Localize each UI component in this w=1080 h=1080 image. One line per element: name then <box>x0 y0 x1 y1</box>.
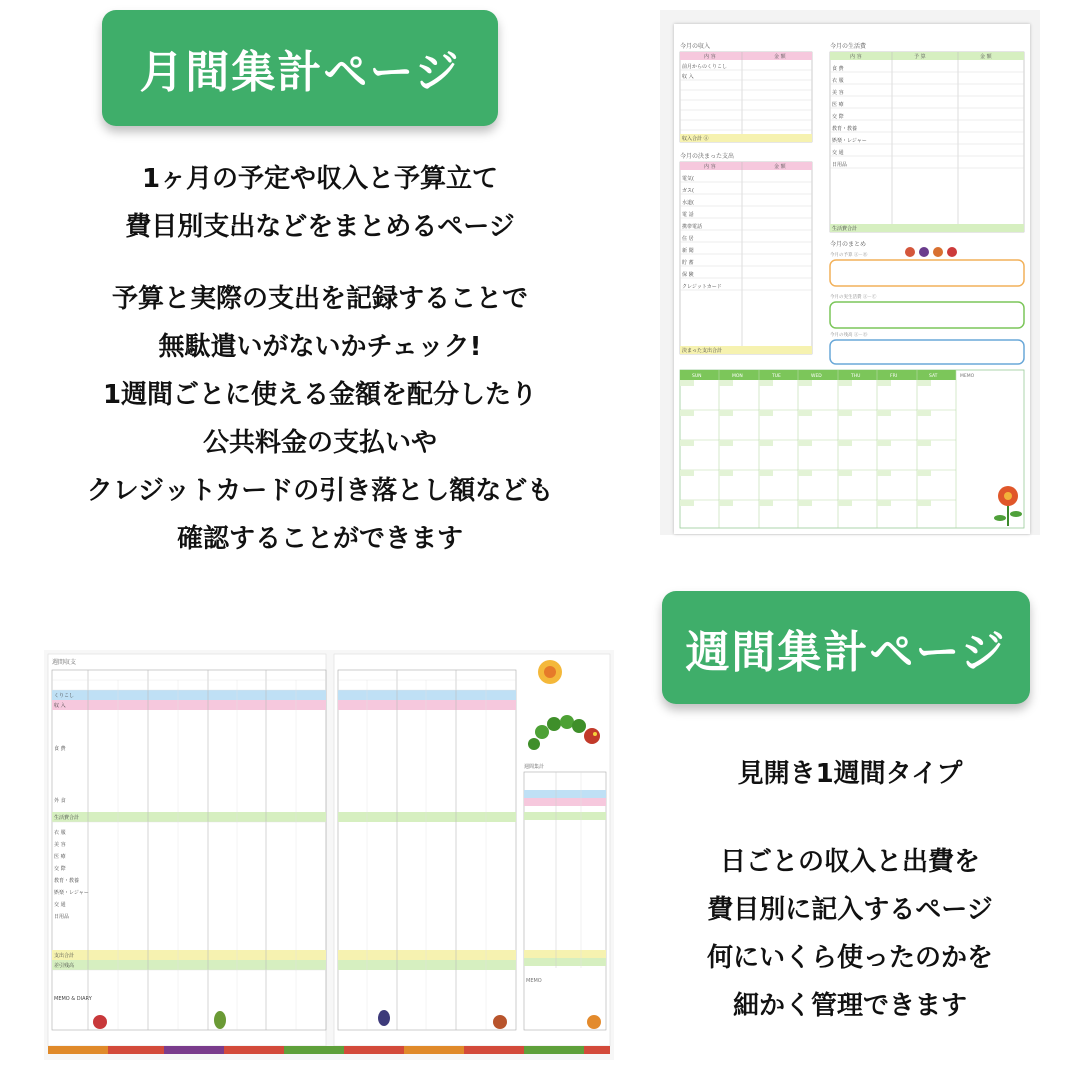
summary-box-label: 今月の予算 Ⓐ－Ⓑ <box>830 253 868 258</box>
summary-box-label: 今月の実生活費 Ⓐ－Ⓒ <box>830 295 877 300</box>
weekly-row: 差引残高 <box>54 963 75 969</box>
summary-box-actual <box>830 302 1024 328</box>
income-row: 収 入 <box>682 74 694 80</box>
monthly-sheet <box>674 24 1030 534</box>
living-col-amount: 金 額 <box>980 54 992 60</box>
fixed-row: ガス( <box>682 188 694 194</box>
living-row: 医 療 <box>832 102 844 108</box>
calendar-day: SAT <box>929 374 938 379</box>
monthly-line: クレジットカードの引き落とし額なども <box>86 476 554 506</box>
income-header: 今月の収入 <box>680 43 711 50</box>
weekly-summary-title: 週間集計ページ <box>685 626 1007 678</box>
plum-illustration <box>378 1010 390 1026</box>
apple-illustration <box>93 1015 107 1029</box>
living-row: 日用品 <box>832 162 848 168</box>
income-row: 前月からのくりこし <box>682 64 728 70</box>
summary-box-budget <box>830 260 1024 286</box>
monthly-page-photo <box>660 10 1040 535</box>
weekly-row: 医 療 <box>54 854 66 860</box>
fixed-row: 保 険 <box>682 272 694 278</box>
living-col-budget: 予 算 <box>914 54 926 60</box>
living-total: 生活費合計 <box>832 226 858 232</box>
fixed-total: 決まった支出合計 <box>682 348 723 354</box>
monthly-line: 1ヶ月の予定や収入と予算立て <box>141 164 499 194</box>
weekly-row: 生活費合計 <box>54 815 80 821</box>
living-row: 美 容 <box>832 90 844 96</box>
fixed-row: 携帯電話 <box>682 224 703 230</box>
weekly-right-header: 週間集計 <box>524 764 545 770</box>
orange-illustration <box>587 1015 601 1029</box>
weekly-page-photo <box>44 650 614 1060</box>
weekly-line: 見開き1週間タイプ <box>737 759 963 789</box>
sun-illustration <box>538 660 562 684</box>
fixed-col-amount: 金 額 <box>774 164 786 170</box>
calendar-day: WED <box>811 374 822 379</box>
summary-box-balance <box>830 340 1024 364</box>
living-row: 教育・教養 <box>832 126 858 132</box>
summary-header: 今月のまとめ <box>830 241 867 248</box>
pear-illustration <box>214 1011 226 1029</box>
fixed-header: 今月の決まった支出 <box>680 153 735 160</box>
plum-illustration <box>919 247 929 257</box>
weekly-row: 収 入 <box>54 703 66 709</box>
weekly-row: MEMO & DIARY <box>54 996 92 1002</box>
weekly-left-header: 週間収支 <box>52 659 77 666</box>
monthly-description <box>40 155 600 563</box>
living-row: 交 際 <box>832 114 844 120</box>
acorn-illustration <box>493 1015 507 1029</box>
monthly-summary-badge <box>102 10 498 126</box>
weekly-row: くりこし <box>54 693 75 699</box>
living-row: 衣 服 <box>832 78 844 84</box>
apple-illustration <box>905 247 915 257</box>
orange-illustration <box>933 247 943 257</box>
monthly-line: 公共料金の支払いや <box>202 428 437 458</box>
fruit-border <box>48 1046 610 1054</box>
weekly-row: 美 容 <box>54 842 66 848</box>
weekly-row: 食 費 <box>54 746 66 752</box>
calendar-day: TUE <box>772 374 781 379</box>
monthly-line: 予算と実際の支出を記録することで <box>111 284 528 314</box>
weekly-row: 娯楽・レジャー <box>54 890 89 896</box>
income-total: 収入合計 Ⓐ <box>682 136 709 142</box>
calendar-day: THU <box>851 374 861 379</box>
fixed-row: 新 聞 <box>682 248 694 254</box>
income-col-content: 内 容 <box>704 54 716 60</box>
monthly-sheet-drawing <box>674 24 1030 534</box>
fixed-row: クレジットカード <box>682 284 722 290</box>
weekly-line: 細かく管理できます <box>732 991 967 1021</box>
calendar-day: FRI <box>890 374 898 379</box>
flower-illustration <box>994 486 1022 526</box>
monthly-summary-title: 月間集計ページ <box>139 47 461 98</box>
weekly-row: 日用品 <box>54 914 70 920</box>
weekly-row: 外 食 <box>54 798 66 804</box>
living-row: 食 費 <box>832 66 844 72</box>
living-col-content: 内 容 <box>850 54 862 60</box>
weekly-line: 費目別に記入するページ <box>707 895 993 925</box>
weekly-line: 何にいくら使ったのかを <box>706 943 993 973</box>
fixed-row: 電 話 <box>682 212 694 218</box>
living-row: 交 通 <box>832 150 844 156</box>
fixed-row: 貯 蓄 <box>682 260 694 266</box>
weekly-row: 交 通 <box>54 902 66 908</box>
calendar-memo: MEMO <box>960 374 975 379</box>
income-col-amount: 金 額 <box>774 54 786 60</box>
monthly-line: 確認することができます <box>176 524 463 554</box>
calendar-day: MON <box>732 374 743 379</box>
calendar-day: SUN <box>692 374 702 379</box>
monthly-line: 費目別支出などをまとめるページ <box>125 212 515 242</box>
fixed-col-content: 内 容 <box>704 164 716 170</box>
monthly-line: 無駄遣いがないかチェック! <box>158 332 482 362</box>
weekly-row: 交 際 <box>54 866 66 872</box>
weekly-description <box>660 750 1040 1030</box>
fixed-row: 住 居 <box>682 236 694 242</box>
weekly-spread-drawing <box>44 650 614 1060</box>
fixed-row: 水道( <box>682 200 694 206</box>
weekly-line: 日ごとの収入と出費を <box>719 847 980 877</box>
weekly-row: 衣 服 <box>54 830 66 836</box>
living-row: 娯楽・レジャー <box>832 138 867 144</box>
summary-box-label: 今月の残高 Ⓐ－Ⓓ <box>830 333 868 338</box>
fixed-row: 電気( <box>682 176 694 182</box>
weekly-row: 支出合計 <box>54 953 75 959</box>
living-header: 今月の生活費 <box>830 43 867 50</box>
weekly-right-memo: MEMO <box>526 978 542 984</box>
monthly-line: 1週間ごとに使える金額を配分したり <box>102 380 538 410</box>
weekly-row: 教育・教養 <box>54 878 80 884</box>
strawberry-illustration <box>947 247 957 257</box>
weekly-summary-badge <box>662 591 1030 704</box>
